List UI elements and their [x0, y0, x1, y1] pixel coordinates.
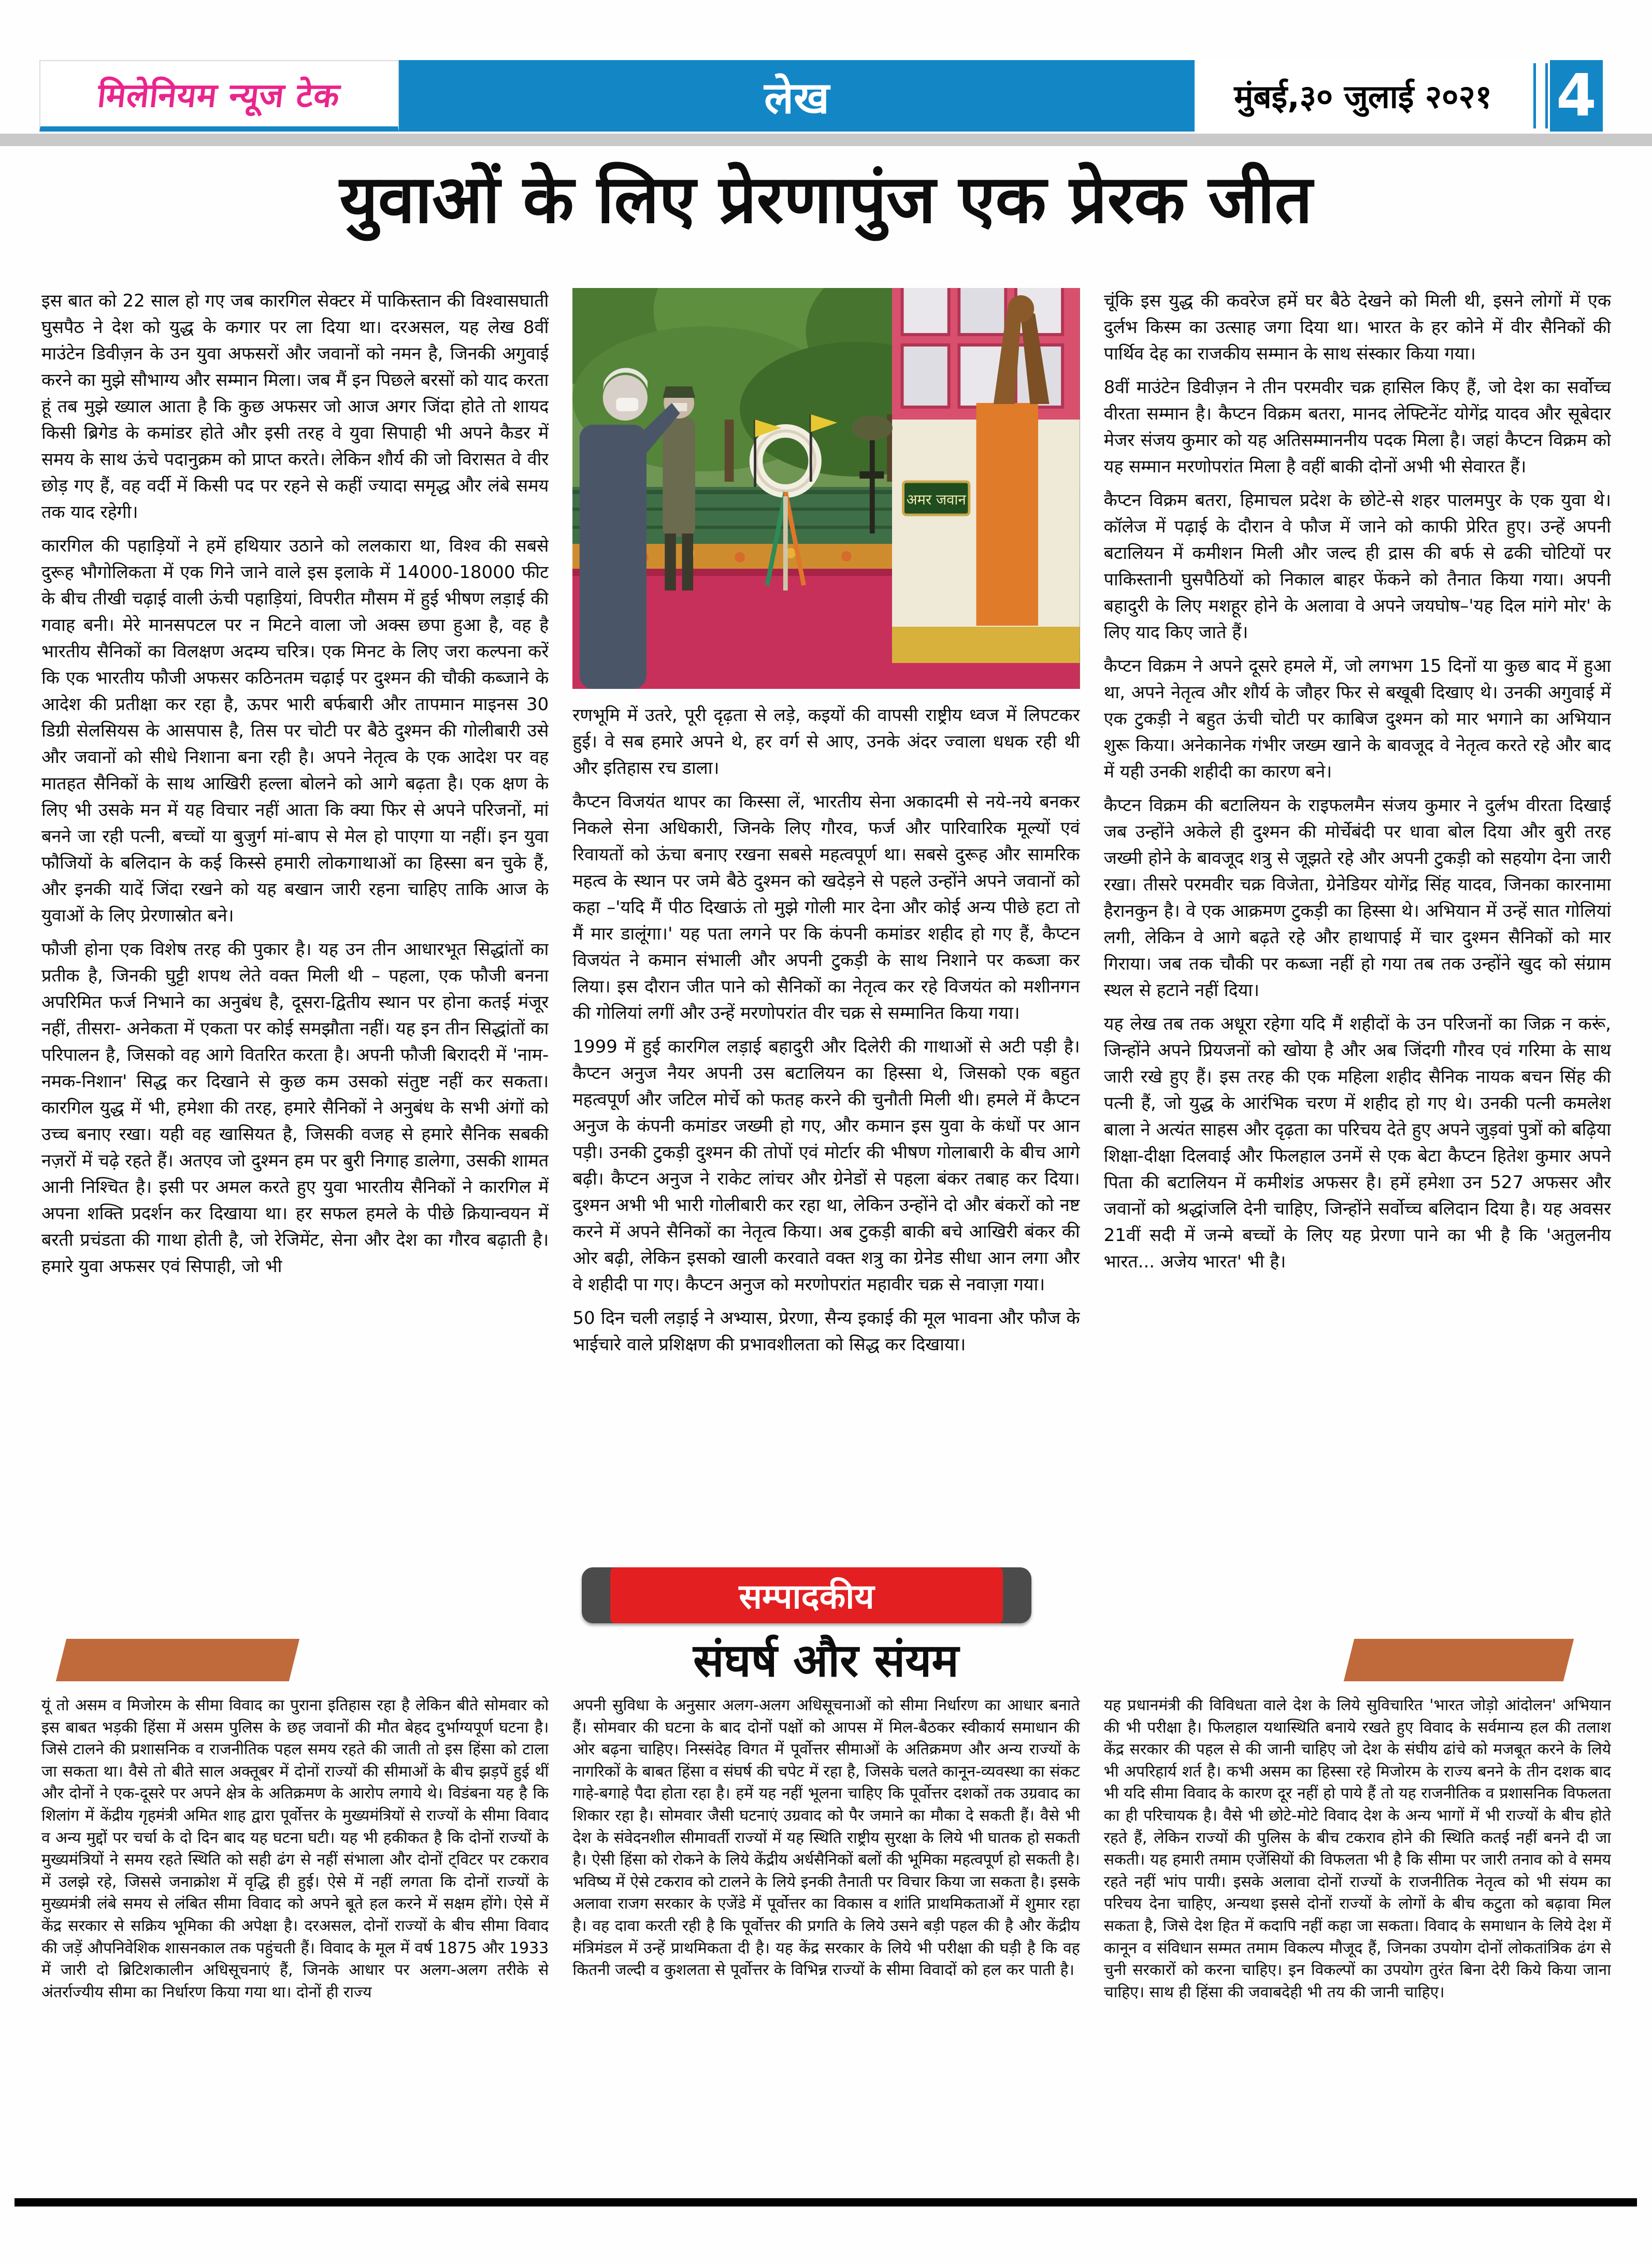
paragraph: कैप्टन विक्रम की बटालियन के राइफलमैन संजय कुमार ने दुर्लभ वीरता दिखाई जब उन्होंने अकेले ही दुश्मन की मोर्चेबंदी पर धावा बोल दिया और बुरी तरह जख्मी होने के बावजूद शत्रु से जूझते रहे और अपनी टुकड़ी को सहयोग देना जारी रखा। तीसरे परमवीर चक्र विजेता, ग्रेनेडियर योगेंद्र सिंह यादव, जिनका कारनामा हैरानकुन है। वे एक आक्रमण टुकड़ी का हिस्सा थे। अभियान में उन्हें सात गोलियां लगी, लेकिन वे आगे बढ़ते रहे और हाथापाई में चार दुश्मन सैनिकों को मार गिराया। जब तक चौकी पर कब्जा नहीं हो गया तब तक उन्होंने खुद को संग्राम स्थल से हटाने नहीं दिया। — [1103, 795, 1611, 1001]
editorial-banner-red — [610, 1567, 1003, 1623]
photo-rifle — [870, 435, 875, 533]
section-label: लेख — [764, 72, 829, 123]
page-header — [39, 60, 1603, 132]
paragraph: फौजी होना एक विशेष तरह की पुकार है। यह उन तीन आधारभूत सिद्धांतों का प्रतीक है, जिनकी घुट्टी शपथ लेते वक्त मिली थी – पहला, एक फौजी बनना अपरिमित फर्ज निभाने का अनुबंध है, दूसरा-द्वितीय स्थान पर होना कतई मंजूर नहीं, तीसरा- अनेकता में एकता पर कोई समझौता नहीं। यह इन तीन सिद्धांतों का परिपालन है, जिसको वह आगे वितरित करता है। अपनी फौजी बिरादरी में 'नाम-नमक-निशान' सिद्ध कर दिखाने से कुछ कम उसको संतुष्ट नहीं कर सकता। कारगिल युद्ध में भी, हमेशा की तरह, हमारे सैनिकों ने अनुबंध के सभी अंगों को उच्च बनाए रखा। यही वह खासियत है, जिसकी वजह से हमारे सैनिक सबकी नज़रों में चढ़े रहते हैं। अतएव जो दुश्मन हम पर बुरी निगाह डालेगा, उसकी शामत आनी निश्चित है। इसी पर अमल करते हुए युवा भारतीय सैनिकों ने कारगिल में अपना शक्ति प्रदर्शन कर दिखाया था। हर सफल हमले के पीछे क्रियान्वयन में बरती प्रचंडता की गाथा होती है, जो रेजिमेंट, सेना और देश का गौरव बढ़ाती है। हमारे युवा अफसर एवं सिपाही, जो भी — [41, 939, 549, 1277]
editorial-banner — [582, 1567, 1031, 1623]
paragraph: 50 दिन चली लड़ाई ने अभ्यास, प्रेरणा, सैन्य इकाई की मूल भावना और फौज के भाईचारे वाले प्रशिक्षण की प्रभावशीलता को सिद्ध कर दिखाया। — [572, 1308, 1080, 1355]
paragraph: 8वीं माउंटेन डिवीज़न ने तीन परमवीर चक्र हासिल किए हैं, जो देश का सर्वोच्च वीरता सम्मान है। कैप्टन विक्रम बतरा, मानद लेफ्टिनेंट योगेंद्र यादव और सूबेदार मेजर संजय कुमार को यह अतिसम्माननीय पदक मिला है। जहां कैप्टन विक्रम को यह सम्मान मरणोपरांत मिला है वहीं बाकी दोनों अभी भी सेवारत हैं। — [1103, 377, 1611, 477]
paragraph: यह लेख तब तक अधूरा रहेगा यदि मैं शहीदों के उन परिजनों का जिक्र न करूं, जिन्होंने अपने प्रियजनों को खोया है और अब जिंदगी गौरव एवं गरिमा के साथ जारी रखे हुए हैं। इस तरह की एक महिला शहीद सैनिक नायक बचन सिंह की पत्नी हैं, जो युद्ध के आरंभिक चरण में शहीद हो गए थे। उनकी पत्नी कमलेश बाला ने अत्यंत साहस और दृढ़ता का परिचय देते हुए अपने जुड़वां पुत्रों को बढ़िया शिक्षा-दीक्षा दिलवाई और फिलहाल उनमें से एक बेटा कैप्टन हितेश कुमार अपने पिता की बटालियन में कमीशंड अफसर है। हमें हमेशा उन 527 अफसर और जवानों को श्रद्धांजलि देनी चाहिए, जिन्होंने सर्वोच्च बलिदान दिया है। यह अवसर 21वीं सदी में जन्मे बच्चों के लिए यह प्रेरणा पाने का भी है कि 'अतुलनीय भारत... अजेय भारत' भी है। — [1103, 1014, 1611, 1272]
article-column-1 — [41, 288, 549, 1578]
editorial-body — [41, 1695, 1611, 2200]
editorial-column-3 — [1104, 1695, 1611, 2200]
masthead — [39, 60, 399, 132]
photo-soldier-cap — [663, 386, 696, 398]
paragraph: कैप्टन विक्रम बतरा, हिमाचल प्रदेश के छोटे-से शहर पालमपुर के एक युवा थे। कॉलेज में पढ़ाई के दौरान वे फौज में जाने को काफी प्रेरित हुए। उन्हें अपनी बटालियन में कमीशन मिली और जल्द ही द्रास की बर्फ से ढकी चोटियों पर पाकिस्तानी घुसपैठियों को निकाल बाहर फेंकने को तैनात किया गया। अपनी बहादुरी के लिए मशहूर होने के अलावा वे अपने जयघोष–'यह दिल मांगे मोर' के लिए याद किए जाते हैं। — [1103, 490, 1611, 643]
page-number-box — [1550, 60, 1603, 132]
editorial-column-2 — [572, 1695, 1080, 2200]
header-rule — [0, 134, 1652, 146]
page-number: 4 — [1556, 62, 1597, 129]
memorial-photo-graphic — [572, 288, 1080, 689]
page-footer-rule — [15, 2198, 1637, 2207]
paragraph: चूंकि इस युद्ध की कवरेज हमें घर बैठे देखने को मिली थी, इसने लोगों में एक दुर्लभ किस्म का उत्साह जगा दिया था। भारत के हर कोने में वीर सैनिकों की पार्थिव देह का राजकीय सम्मान के साथ संस्कार किया गया। — [1103, 291, 1611, 364]
paragraph: अपनी सुविधा के अनुसार अलग-अलग अधिसूचनाओं को सीमा निर्धारण का आधार बनाते हैं। सोमवार की घटना के बाद दोनों पक्षों को आपस में मिल-बैठकर स्वीकार्य समाधान की ओर बढ़ना चाहिए। निस्संदेह विगत में पूर्वोत्तर सीमाओं के अतिक्रमण और अन्य राज्यों के नागरिकों के बाबत हिंसा व संघर्ष की चपेट में रहा है, जिसके चलते कानून-व्यवस्था का संकट गाहे-बगाहे पैदा होता रहा है। हमें यह नहीं भूलना चाहिए कि पूर्वोत्तर दशकों तक उग्रवाद का शिकार रहा है। सोमवार जैसी घटनाएं उग्रवाद को पैर जमाने का मौका दे सकती हैं। वैसे भी देश के संवेदनशील सीमावर्ती राज्यों में यह स्थिति राष्ट्रीय सुरक्षा के लिये भी घातक हो सकती है। ऐसी हिंसा को रोकने के लिये केंद्रीय अर्धसैनिकों बलों की भूमिका महत्वपूर्ण हो सकती है। भविष्य में ऐसे टकराव को टालने के लिये इनकी तैनाती पर विचार किया जा सकता है। इसके अलावा राजग सरकार के एजेंडे में पूर्वोत्तर का विकास व शांति प्राथमिकताओं में शुमार रहा है। वह दावा करती रही है कि पूर्वोत्तर की प्रगति के लिये उसने बड़ी पहल की है और केंद्रीय मंत्रिमंडल में उन्हें प्राथमिकता दी है। यह केंद्र सरकार के लिये भी परीक्षा की घड़ी है कि वह कितनी जल्दी व कुशलता से पूर्वोत्तर के विभिन्न राज्यों के सीमा विवादों को हल कर पाती है। — [572, 1696, 1080, 1980]
date-box — [1195, 60, 1531, 132]
paragraph: यह प्रधानमंत्री की विविधता वाले देश के लिये सुविचारित 'भारत जोड़ो आंदोलन' अभियान की भी परीक्षा है। फिलहाल यथास्थिति बनाये रखते हुए विवाद के सर्वमान्य हल की तलाश केंद्र सरकार की पहल से की जानी चाहिए जो देश के संघीय ढांचे को मजबूत करने के लिये भी अपरिहार्य शर्त है। कभी असम का हिस्सा रहे मिजोरम के राज्य बनने के तीन दशक बाद भी यदि सीमा विवाद के कारण दूर नहीं हो पाये हैं तो यह राजनीतिक व प्रशासनिक विफलता का ही परिचायक है। वैसे भी छोटे-मोटे विवाद देश के अन्य भागों में भी राज्यों के बीच होते रहते हैं, लेकिन राज्यों की पुलिस के बीच टकराव होने की स्थिति कतई नहीं बनने दी जा सकती। यह हमारी तमाम एजेंसियों की विफलता भी है कि सीमा पर जारी तनाव को वे समय रहते नहीं भांप पायी। इसके अलावा दोनों राज्यों के राजनीतिक नेतृत्व को भी संयम का परिचय देना चाहिए, अन्यथा इससे दोनों राज्यों के लोगों के बीच कटुता को बढ़ावा मिल सकता है, जिसे देश हित में कदापि नहीं कहा जा सकता। विवाद के समाधान के लिये देश में कानून व संविधान सम्मत तमाम विकल्प मौजूद हैं, जिनका उपयोग दोनों लोकतांत्रिक ढंग से चुनी सरकारों को करना चाहिए। इन विकल्पों का उपयोग तुरंत बिना देरी किये किया जाना चाहिए। साथ ही हिंसा की जवाबदेही भी तय की जानी चाहिए। — [1103, 1696, 1611, 2001]
paragraph: कैप्टन विक्रम ने अपने दूसरे हमले में, जो लगभग 15 दिनों या कुछ बाद में हुआ था, अपने नेतृत्व और शौर्य के जौहर फिर से बखूबी दिखाए थे। उनकी अगुवाई में एक टुकड़ी ने बहुत ऊंची चोटी पर काबिज दुश्मन को मार भगाने का अभियान शुरू किया। अनेकानेक गंभीर जख्म खाने के बावजूद वे नेतृत्व करते रहे और बाद में यही उनकी शहीदी का कारण बने। — [1103, 656, 1611, 782]
photo-saffron-stripe — [976, 403, 1038, 626]
paragraph: इस बात को 22 साल हो गए जब कारगिल सेक्टर में पाकिस्तान की विश्वासघाती घुसपैठ ने देश को युद्ध के कगार पर ला दिया था। दरअसल, यह लेख 8वीं माउंटेन डिवीज़न के उन युवा अफसरों और जवानों को नमन है, जिनकी अगुवाई करने का मुझे सौभाग्य और सम्मान मिला। जब मैं इन पिछले बरसों को याद करता हूं तब मुझे ख्याल आता है कि कुछ अफसर जो आज अगर जिंदा होते तो शायद किसी ब्रिगेड के कमांडर होते और इसी तरह वे युवा सिपाही भी अपने कैडर में समय के साथ ऊंचे पदानुक्रम को प्राप्त करते। लेकिन शौर्य की जो विरासत वे वीर छोड़ गए हैं, वह वर्दी में किसी पद पर रहने से कहीं ज्यादा समृद्ध और लंबे समय तक याद रहेगी। — [41, 291, 549, 523]
edition-date: मुंबई,३० जुलाई २०२१ — [1234, 78, 1492, 116]
section-bar — [399, 60, 1195, 132]
paragraph: कैप्टन विजयंत थापर का किस्सा लें, भारतीय सेना अकादमी से नये-नये बनकर निकले सेना अधिकारी, जिनके लिए गौरव, फर्ज और पारिवारिक मूल्यों एवं रिवायतों को ऊंचा बनाए रखना सबसे महत्वपूर्ण था। सबसे दुरूह और सामरिक महत्व के स्थान पर जमे बैठे दुश्मन को खदेड़ने से पहले उन्होंने अपने जवानों को कहा –'यदि मैं पीठ दिखाऊं तो मुझे गोली मार देना और कोई अन्य पीछे हटा तो मैं मार डालूंगा।' यह पता लगने पर कि कंपनी कमांडर शहीद हो गए हैं, कैप्टन विजयंत ने कमान संभाली और अपनी टुकड़ी के साथ निशाने पर कब्जा कर लिया। इस दौरान जीत पाने को सैनिकों का नेतृत्व कर रहे विजयंत को मशीनगन की गोलियां लगीं और उन्हें मरणोपरांत वीर चक्र से सम्मानित किया गया। — [572, 791, 1080, 1023]
editorial-title: संघर्ष और संयम — [693, 1634, 959, 1687]
paragraph: 1999 में हुई कारगिल लड़ाई बहादुरी और दिलेरी की गाथाओं से अटी पड़ी है। कैप्टन अनुज नैयर अपनी उस बटालियन का हिस्सा थे, जिसको एक बहुत महत्वपूर्ण और जटिल मोर्चे को फतह करने की चुनौती मिली थी। हमले में कैप्टन अनुज के कंपनी कमांडर जख्मी हो गए, और कमान इस युवा के कंधों पर आन पड़ी। उनकी टुकड़ी दुश्मन की तोपों एवं मोर्टार की भीषण गोलाबारी के बीच आगे बढ़ी। कैप्टन अनुज ने राकेट लांचर और ग्रेनेडों से पहला बंकर तबाह कर दिया। दुश्मन अभी भी भारी गोलीबारी कर रहा था, लेकिन उन्होंने दो और बंकरों को नष्ट करने में अपने सैनिकों का नेतृत्व किया। अब टुकड़ी बाकी बचे आखिरी बंकर की ओर बढ़ी, लेकिन इसको खाली करवाते वक्त शत्रु का ग्रेनेड सीधा आन लगा और वे शहीदी पा गए। कैप्टन अनुज को मरणोपरांत महावीर चक्र से नवाज़ा गया। — [572, 1036, 1080, 1295]
photo-soldier — [663, 417, 696, 537]
article-body — [41, 288, 1611, 1578]
paragraph: कारगिल की पहाड़ियों ने हमें हथियार उठाने को ललकारा था, विश्व की सबसे दुरूह भौगोलिकता में एक गिने जाने वाले इस इलाके में 14000-18000 फीट के बीच तीखी चढ़ाई वाली ऊंची पहाड़ियां, विपरीत मौसम में हुई भीषण लड़ाई की गवाह बनी। मेरे मानसपटल पर न मिटने वाला जो अक्स छपा हुआ है, वह है भारतीय सैनिकों का विलक्षण अदम्य चरित्र। एक मिनट के लिए जरा कल्पना करें कि एक भारतीय फौजी अफसर कठिनतम चढ़ाई पर दुश्मन की चौकी कब्जाने के आदेश की प्रतीक्षा कर रहा है, ऊपर भारी बर्फबारी और तापमान माइनस 30 डिग्री सेलसियस के आसपास है, तिस पर चोटी पर बैठे दुश्मन की गोलीबारी उसे और जवानों को सीधे निशाना बना रही है। अपने नेतृत्व के एक आदेश पर वह मातहत सैनिकों के साथ आखिरी हल्ला बोलने को आगे बढ़ता है। एक क्षण के लिए भी उसके मन में यह विचार नहीं आता कि क्या फिर से अपने परिजनों, मां बनने जा रही पत्नी, बच्चों या बुजुर्ग मां-बाप से मेल हो पाएगा या नहीं। इन युवा फौजियों के बलिदान के कई किस्से हमारी लोकगाथाओं का हिस्सा बन चुके हैं, और इनकी यादें जिंदा रखने को यह बखान जारी रहना चाहिए ताकि आज के युवाओं के लिए प्रेरणास्रोत बने। — [41, 536, 549, 926]
paragraph: रणभूमि में उतरे, पूरी दृढ़ता से लड़े, कइयों की वापसी राष्ट्रीय ध्वज में लिपटकर हुई। वे सब हमारे अपने थे, हर वर्ग से आए, उनके अंदर ज्वाला धधक रही थी और इतिहास रच डाला। — [572, 705, 1080, 778]
photo-plaque-text: अमर जवान — [906, 491, 967, 509]
article-column-3 — [1104, 288, 1611, 1578]
editorial-banner-label: सम्पादकीय — [739, 1577, 874, 1617]
article-headline: युवाओं के लिए प्रेरणापुंज एक प्रेरक जीत — [339, 161, 1313, 238]
masthead-title: मिलेनियम न्यूज टेक — [96, 76, 342, 115]
article-column-2 — [572, 288, 1080, 1578]
header-separator — [1533, 63, 1548, 128]
memorial-photo — [572, 288, 1080, 689]
photo-helmet — [852, 415, 893, 440]
photo-dignitary — [580, 425, 647, 689]
paragraph: यूं तो असम व मिजोरम के सीमा विवाद का पुराना इतिहास रहा है लेकिन बीते सोमवार को इस बाबत भड़की हिंसा में असम पुलिस के छह जवानों की मौत बेहद दुर्भाग्यपूर्ण घटना है। जिसे टालने की प्रशासनिक व राजनीतिक पहल समय रहते की जाती तो इस हिंसा को टाला जा सकता था। वैसे तो बीते साल अक्तूबर में दोनों राज्यों की सीमाओं के बीच झड़पें हुई थीं और दोनों ने एक-दूसरे पर अपने क्षेत्र के अतिक्रमण के आरोप लगाये थे। विडंबना यह है कि शिलांग में केंद्रीय गृहमंत्री अमित शाह द्वारा पूर्वोत्तर के मुख्यमंत्रियों से राज्यों के सीमा विवाद व अन्य मुद्दों पर चर्चा के दो दिन बाद यह घटना घटी। यह भी हकीकत है कि दोनों राज्यों के मुख्यमंत्रियों ने समय रहते स्थिति को सही ढंग से नहीं संभाला और दोनों ट्विटर पर टकराव में उलझे रहे, जिससे जनाक्रोश में वृद्धि ही हुई। ऐसे में नहीं लगता कि दोनों राज्यों के मुख्यमंत्री लंबे समय से लंबित सीमा विवाद को अपने बूते हल करने में सक्षम होंगे। ऐसे में केंद्र सरकार से सक्रिय भूमिका की अपेक्षा है। दरअसल, दोनों राज्यों के बीच सीमा विवाद की जड़ें औपनिवेशिक शासनकाल तक पहुंचती हैं। विवाद के मूल में वर्ष 1875 और 1933 में जारी दो ब्रिटिशकालीन अधिसूचनाएं हैं, जिनके आधार पर अलग-अलग तरीके से अंतर्राज्यीय सीमा का निर्धारण किया गया था। दोनों ही राज्य — [41, 1696, 549, 2001]
editorial-column-1 — [41, 1695, 549, 2200]
photo-face-mask — [616, 398, 639, 411]
